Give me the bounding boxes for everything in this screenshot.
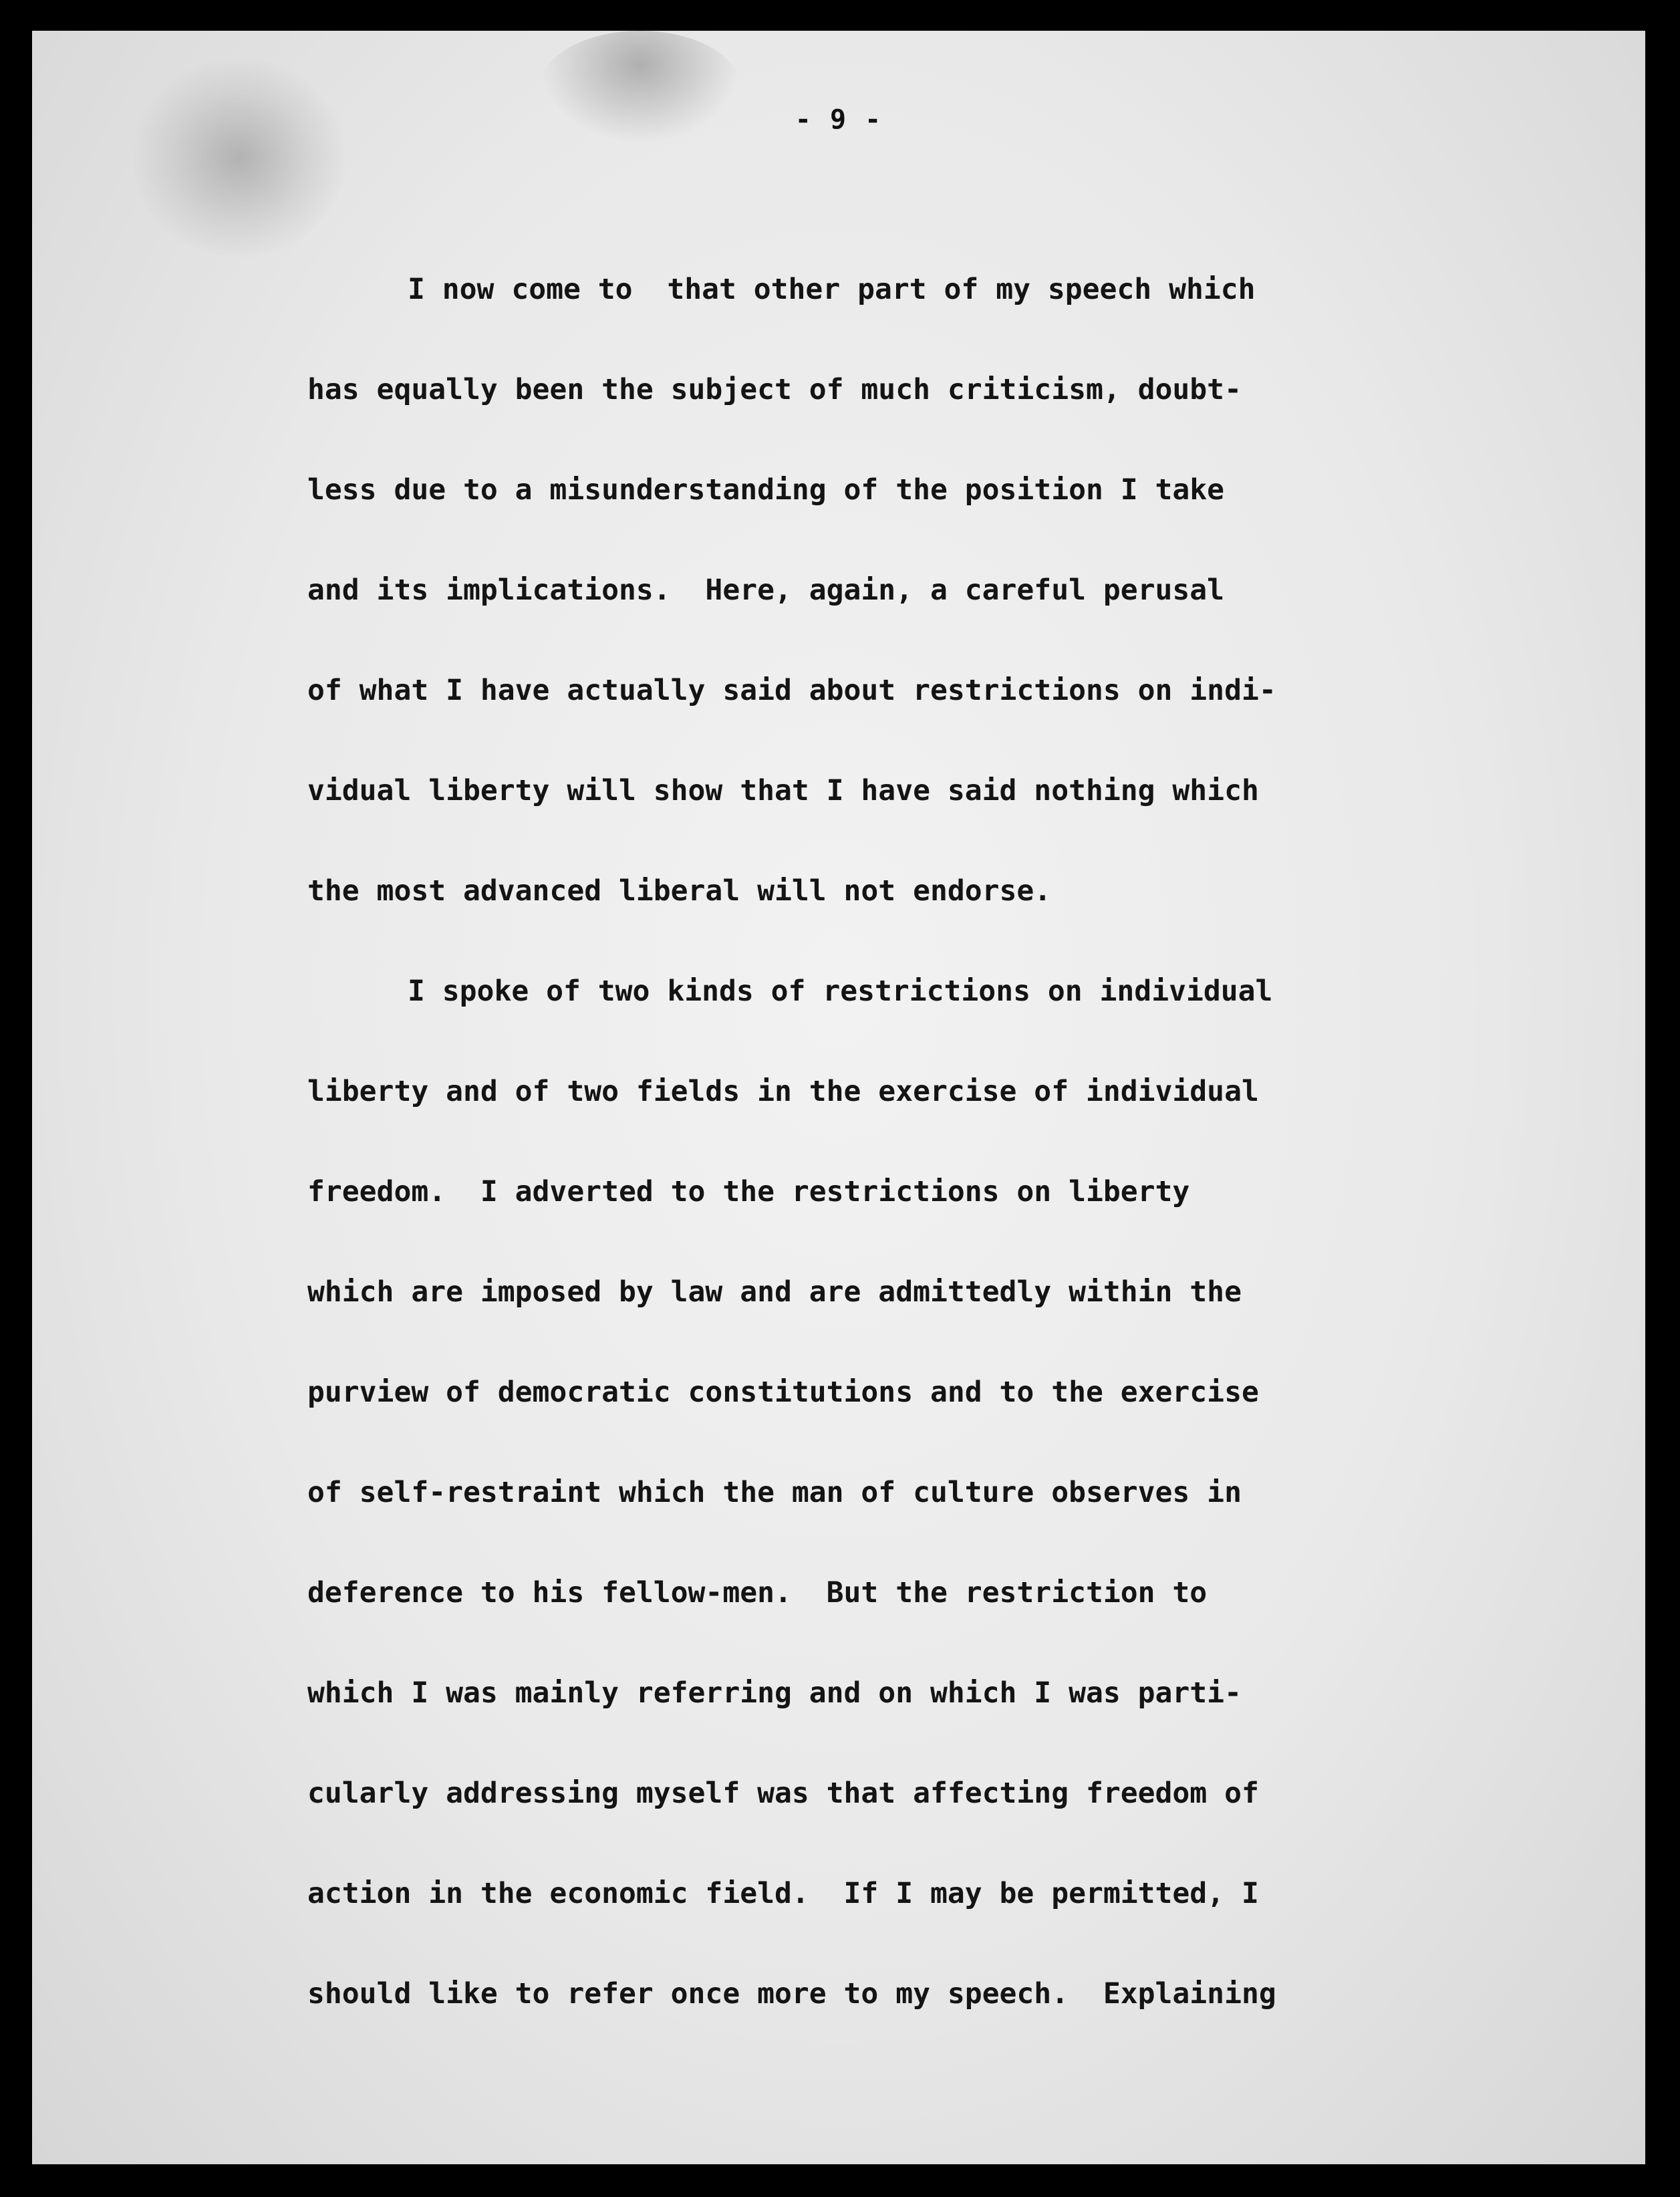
- paragraph-2-line-5: purview of democratic constitutions and to the exercise: [307, 1376, 1259, 1409]
- paragraph-2-line-11: should like to refer once more to my speech. Explaining: [307, 1977, 1276, 2011]
- paragraph-2-line-2: liberty and of two fields in the exercise of individual: [307, 1075, 1259, 1108]
- paragraph-2-line-3: freedom. I adverted to the restrictions on liberty: [307, 1175, 1190, 1208]
- paragraph-2-line-10: action in the economic field. If I may be permitted, I: [307, 1877, 1259, 1910]
- paragraph-2-line-6: of self-restraint which the man of culture observes in: [307, 1476, 1242, 1509]
- paragraph-2-line-1: I spoke of two kinds of restrictions on individual: [408, 975, 1273, 1008]
- paragraph-1-line-7: the most advanced liberal will not endorse.: [307, 874, 1052, 908]
- paragraph-1-line-4: and its implications. Here, again, a careful perusal: [307, 573, 1225, 607]
- paragraph-2-line-7: deference to his fellow-men. But the restriction to: [307, 1576, 1208, 1609]
- paragraph-1-line-2: has equally been the subject of much criticism, doubt-: [307, 373, 1242, 406]
- body-text: [307, 239, 1510, 2044]
- paragraph-1-line-3: less due to a misunderstanding of the position I take: [307, 473, 1225, 507]
- paragraph-1-line-6: vidual liberty will show that I have said nothing which: [307, 774, 1259, 807]
- paragraph-2-line-9: cularly addressing myself was that affecting freedom of: [307, 1777, 1259, 1810]
- paragraph-1-line-5: of what I have actually said about restrictions on indi-: [307, 674, 1276, 707]
- paragraph-2-line-8: which I was mainly referring and on which I was parti-: [307, 1676, 1242, 1710]
- paragraph-2-line-4: which are imposed by law and are admittedly within the: [307, 1275, 1242, 1309]
- page-number: - 9 -: [795, 104, 883, 135]
- typewritten-page: [32, 31, 1645, 2164]
- paragraph-1-line-1: I now come to that other part of my speech which: [408, 273, 1256, 306]
